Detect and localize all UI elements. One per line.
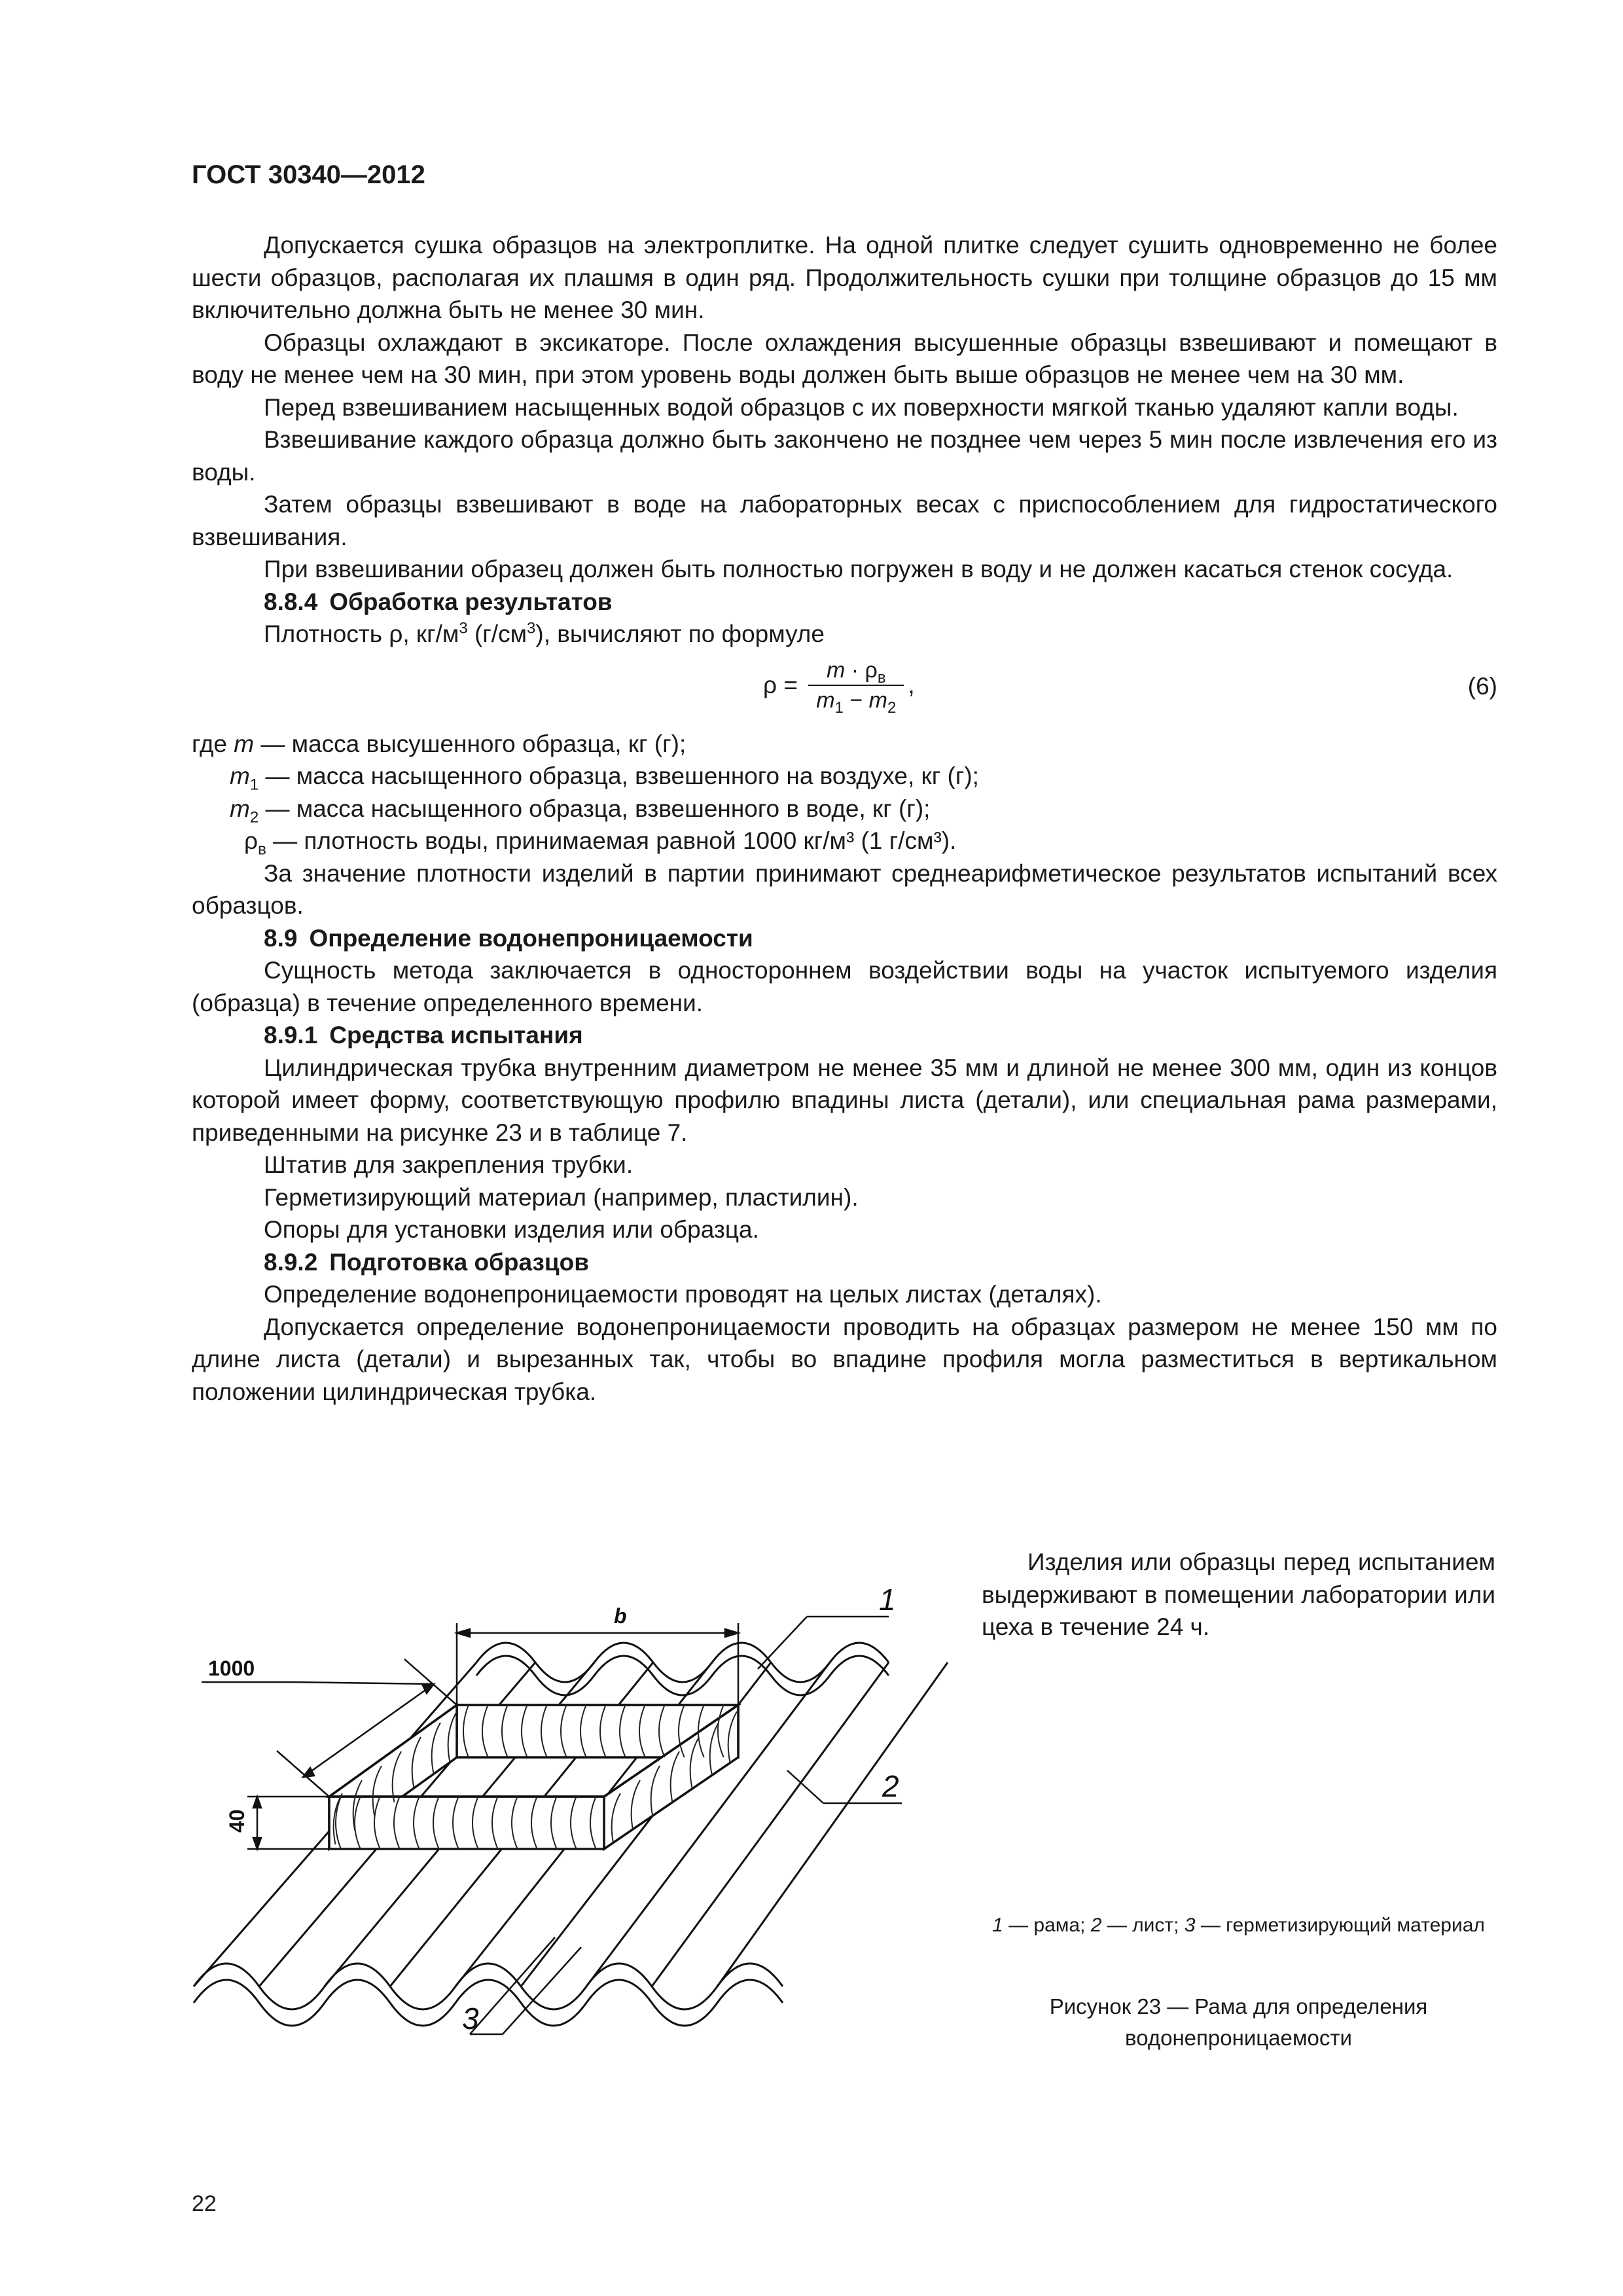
- definition-m: где m — масса высушенного образца, кг (г);: [192, 730, 687, 757]
- paragraph: Изделия или образцы перед испытанием выдерживают в помещении лаборатории или цеха в течение 24 ч.: [982, 1549, 1495, 1640]
- paragraph: Допускается определение водонепроницаемости проводить на образцах размером не менее 150 мм по длине листа (детали) и вырезанных так, чтобы во впадине профиля могла разместиться в вертикальном положении цилиндрическая трубка.: [192, 1313, 1497, 1405]
- section-heading-8-9-1: 8.9.1 Средства испытания: [264, 1022, 583, 1049]
- section-heading-8-8-4: 8.8.4 Обработка результатов: [264, 588, 613, 615]
- callout-3: 3: [462, 2001, 479, 2036]
- definition-m1: $m_1$ — масса насыщенного образца, взвешенного на воздухе, кг (г);: [230, 762, 979, 794]
- paragraph: Образцы охлаждают в эксикаторе. После охлаждения высушенные образцы взвешивают и помещают в воду не менее чем на 30 мин, при этом уровень воды должен быть выше образцов не менее чем на 30 мм.: [192, 329, 1497, 388]
- callout-1: 1: [879, 1583, 896, 1617]
- frame-drawing-svg: [188, 1564, 961, 2075]
- figure-23-frame-drawing: [188, 1564, 961, 2075]
- paragraph: Опоры для установки изделия или образца.: [264, 1216, 759, 1243]
- paragraph: Перед взвешиванием насыщенных водой образцов с их поверхности мягкой тканью удаляют капли воды.: [264, 393, 1459, 421]
- document-header: ГОСТ 30340—2012: [192, 160, 425, 189]
- paragraph: При взвешивании образец должен быть полностью погружен в воду и не должен касаться стенок сосуда.: [264, 556, 1454, 583]
- formula-definitions: [192, 728, 1497, 857]
- paragraph: Допускается сушка образцов на электроплитке. На одной плитке следует сушить одновременно не более шести образцов, располагая их плашмя в один ряд. Продолжительность сушки при толщине образцов до 15 мм включительно должна быть не менее 30 мин.: [192, 232, 1497, 323]
- paragraph: Сущность метода заключается в одностороннем воздействии воды на участок испытуемого изделия (образца) в течение определенного времени.: [192, 957, 1497, 1016]
- density-intro: Плотность ρ, $кг/м^3$ $(г/см^3)$, вычисляют по формуле: [264, 619, 825, 647]
- dimension-b: [457, 1623, 738, 1705]
- equation-number: (6): [1467, 672, 1497, 700]
- callout-2: 2: [882, 1769, 899, 1803]
- paragraph: Взвешивание каждого образца должно быть закончено не позднее чем через 5 мин после извлечения его из воды.: [192, 426, 1497, 486]
- paragraph: Затем образцы взвешивают в воде на лабораторных весах с приспособлением для гидростатического взвешивания.: [192, 491, 1497, 550]
- frame: [329, 1705, 738, 1849]
- definition-rho-water: $\rho_в$ — плотность воды, принимаемая равной 1000 кг/м³ (1 г/см³).: [244, 827, 957, 859]
- definition-m2: $m_2$ — масса насыщенного образца, взвешенного в воде, кг (г);: [230, 795, 931, 826]
- dimension-40: [247, 1797, 329, 1849]
- formula-block: [192, 651, 1497, 728]
- page-number: 22: [192, 2191, 217, 2216]
- paragraph: Цилиндрическая трубка внутренним диаметром не менее 35 мм и длиной не менее 300 мм, один из концов которой имеет форму, соответствующую профилю впадины листа (детали), или специальная рама размерами, приведенными на рисунке 23 и в таблице 7.: [192, 1054, 1497, 1146]
- section-heading-8-9-2: 8.9.2 Подготовка образцов: [264, 1248, 590, 1276]
- section-heading-8-9: 8.9 Определение водонепроницаемости: [264, 924, 753, 952]
- label-1000: 1000: [208, 1657, 255, 1680]
- paragraph: Герметизирующий материал (например, пластилин).: [264, 1183, 859, 1211]
- density-formula: ρ = $\frac{m \cdot \rho_в}{m_1 - m_2}$ ,: [763, 656, 915, 715]
- label-b: b: [614, 1604, 627, 1628]
- paragraph: За значение плотности изделий в партии принимают среднеарифметическое результатов испытаний всех образцов.: [192, 859, 1497, 919]
- paragraph: Штатив для закрепления трубки.: [264, 1151, 633, 1178]
- paragraph: Определение водонепроницаемости проводят на целых листах (деталях).: [264, 1281, 1102, 1308]
- main-text: [192, 229, 1497, 1408]
- figure-legend: 1 — рама; 2 — лист; 3 — герметизирующий материал: [992, 1914, 1485, 1936]
- figure-caption: Рисунок 23 — Рама для определения водонепроницаемости: [1049, 1994, 1428, 2050]
- side-paragraph: [982, 1546, 1495, 1643]
- label-40: 40: [225, 1809, 249, 1833]
